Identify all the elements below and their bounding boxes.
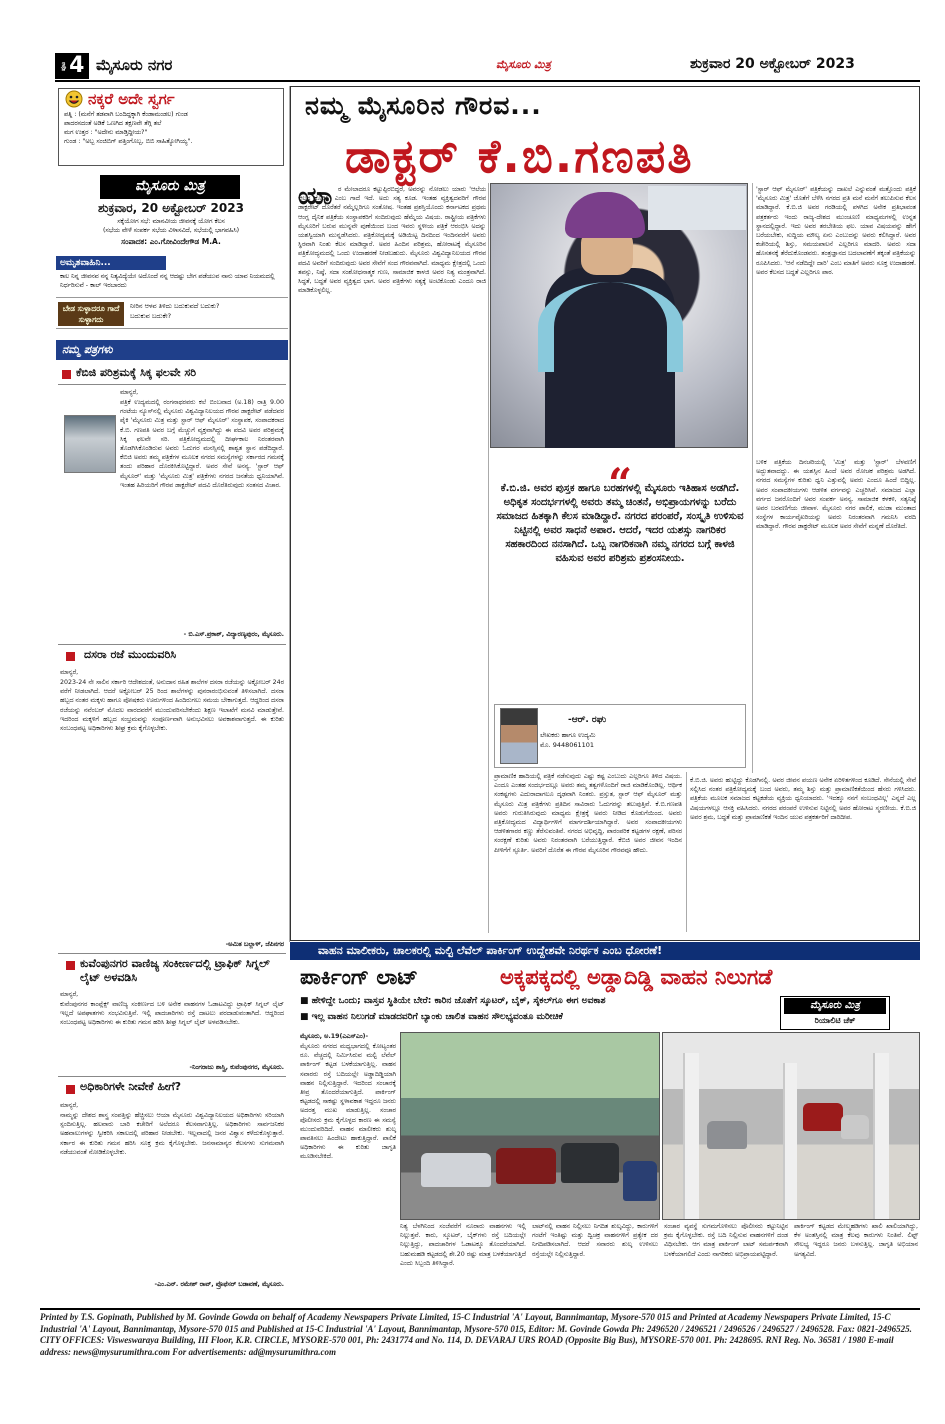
letter-signature: - ಬಿ.ಎಸ್.ಪ್ರಕಾಶ್, ವಿದ್ಯಾರಣ್ಯಪುರಂ, ಮೈಸೂರು. <box>183 631 284 638</box>
headline-bullet-icon <box>62 370 71 379</box>
humor-line: ಪತ್ನಿ : (ಮನೆಗೆ ತಡವಾಗಿ ಬಂದಿದ್ದಕ್ಕಾಗಿ ಕೆಂಡಾಮಂಡಲ) ಗುಂಡ <box>64 111 188 118</box>
feature-column-1-text: ರ ಮೇಲಾದರೂ ಕಟ್ಟುಪ್ಪಿರಬಿದ್ದರೆ, ಅವರನ್ನು ನೋಡಲು ಯಾರು 'ಆಲೆಯ ಆಲದ ಕೊಡಿಸಿ' ಎಂಬ ಗಾದೆ ಇದೆ. ಅದು ಸತ್ಯ ಕೂಡ. ಇಂತಹ ವ್ಯಕ್ತಿತ್ವದವರಿಗೆ ಗೌರವ ಡಾಕ್ಟರೇಟ್ ದೊರೆತರೆ ನಮ್ಮೆಲ್ಲರಿಗೂ ಸಂತೋಷ. ಇಂತಹ ಪ್ರಶಸ್ತಿಯೊಂದು ಕರ್ನಾಟಕದ ಪ್ರಥಮ ಆಂಗ್ಲ ದೈನಿಕ ಪತ್ರಿಕೆಯ ಸಂಸ್ಥಾಪಕರಿಗೆ ಸಂದಿರುವುದು ಹೆಮ್ಮೆಯ ವಿಷಯ. ರಾಷ್ಟ್ರೀಯ ಪತ್ರಿಕೆಗಳು ಮೈಸೂರಿಗೆ ಬರುವ ಮುನ್ನವೇ ಪುಣೆಯಿಂದ ಬಂದ ಇವರು ಸ್ಥಳೀಯ ಪತ್ರಿಕೆ ಆರಂಭಿಸಿ ಅದನ್ನು ಯಶಸ್ವಿಯಾಗಿ ಮುನ್ನಡೆಸಿದರು. ಪತ್ರಿಕೋದ್ಯಮಕ್ಕೆ ಅಡಿಯಿಟ್ಟ ದಿನದಿಂದ ಇಂದಿನವರೆಗೆ ಅವರು ಸ್ಥಿರವಾಗಿ ನಿಂತು ಕೆಲಸ ಮಾಡಿದ್ದಾರೆ. ಅವರ ಹಿಂದಿನ ಪರಿಶ್ರಮ, ಹೋರಾಟಕ್ಕೆ ಮೈಸೂರಿನ ಪತ್ರಿಕೋದ್ಯಮದಲ್ಲಿ ಒಂದು ಉದಾಹರಣೆ ನೀಡಬಹುದು. ಮೈಸೂರು ವಿಶ್ವವಿದ್ಯಾನಿಲಯದ ಗೌರವ ಪದವಿ ಅವರಿಗೆ ಸಂದಿರುವುದು ಅವರ ಸೇವೆಗೆ ಸಂದ ಗೌರವವಾಗಿದೆ. ಮಾಧ್ಯಮ ಕ್ಷೇತ್ರದಲ್ಲಿ ಒಂದು ತಪಸ್ಸು, ನಿಷ್ಠೆ, ಸದಾ ಸಂಶೋಧನಾತ್ಮಕ ಗುಣ, ಸಾಮಾಜಿಕ ಕಾಳಜಿ ಅವರ ನಿತ್ಯ ಮಂತ್ರವಾಗಿದೆ. ಸಿದ್ಧತೆ, ಬದ್ಧತೆ ಅವರ ವ್ಯಕ್ತಿತ್ವದ ಭಾಗ. ಅವರ ಪತ್ರಿಕೆಗಳು ಸತ್ಯಕ್ಕೆ ಅಂಟಿಕೊಂಡು ಎಂದೂ ರಾಜಿ ಮಾಡಿಕೊಳ್ಳಲಿಲ್ಲ. <box>298 186 486 295</box>
divider <box>58 1076 286 1077</box>
author-role: ಲೇಖಕರು ಹಾಗೂ ಉದ್ಯಮಿ <box>540 731 596 739</box>
author-phone: ಮೊ. 9448061101 <box>540 741 595 749</box>
page-number-badge <box>55 53 89 79</box>
column-divider <box>686 772 687 932</box>
letter-signature: -ಅಮಿತ ಬಲ್ಲಾಳ್, ಜೆಪಿನಗರ <box>225 941 284 948</box>
parking-dateline: ಮೈಸೂರು, ಅ.19(ಎಎಸ್‌ಎಂ)- <box>300 1033 369 1040</box>
parking-column-5: ಪಾರ್ಕಿಂಗ್ ಕಟ್ಟಡದ ಮೇಲ್ಮಹಡಿಗಳು ಖಾಲಿ ಖಾಲಿಯಾಗಿದ್ದು, ಕೆಳ ಅಂತಸ್ತಿನಲ್ಲಿ ಮಾತ್ರ ಕೆಲವು ಕಾರುಗಳು ನಿಂತಿವೆ. ಲಿಫ್ಟ್ ಸೌಲಭ್ಯ ಇದ್ದರೂ ಜನರು ಬಳಸುತ್ತಿಲ್ಲ. ಜಾಗೃತಿ ಅಭಿಯಾನ ಅಗತ್ಯವಿದೆ. <box>794 1223 918 1258</box>
author-name: -ಆರ್. ರಘು <box>568 715 607 725</box>
footer-rule <box>40 1308 920 1310</box>
feature-title: ಡಾಕ್ಟರ್ ಕೆ.ಬಿ.ಗಣಪತಿ <box>345 129 694 183</box>
multilevel-parking-photo <box>662 1032 920 1220</box>
drop-cap: ಯಾ <box>298 182 333 210</box>
divider <box>58 953 286 954</box>
proverb-line: ಬದುಕುವ ಬದುಕೇ? <box>130 312 172 320</box>
pillar-shape <box>783 1063 797 1219</box>
proverb-line: ನೀರಿನ ಆಳವ ತಿಳಿದು ಬದುಕುವದೆ ಬದುಕು? <box>130 302 220 310</box>
car-shape <box>421 1153 491 1187</box>
headline-bullet-icon <box>66 961 75 970</box>
humor-line: ಪಾದರಸದಂತೆ ಅಡಿಕೆ ಒಣಗಿದ ತಕ್ಷಣವೇ ತೆಗ್ಗಿ ತಲೆ <box>64 120 162 127</box>
parking-subhead: ■ ಹೇಳಿದ್ದೇ ಒಂದು; ವಾಸ್ತವ ಸ್ಥಿತಿಯೇ ಬೇರೆ: ಕಾರಿನ ಜೊತೆಗೆ ಸ್ಕೂಟರ್, ಬೈಕ್, ಸೈಕಲ್‌ಗೂ ಈಗ ಅವಕಾಶ <box>300 996 606 1006</box>
header-date: ಶುಕ್ರವಾರ 20 ಅಕ್ಟೋಬರ್ 2023 <box>690 56 855 72</box>
proverb-body <box>130 301 280 321</box>
humor-line: ಗುಂಡ : "ಅಬ್ಬ ಸಂಜಿಬಿಗ್ ಪತ್ತಿಂಗೊಬ್ಬ, ಬಿಬಿ ಸಾಹಿತ್ಯೋಗಿಯ್ಯ". <box>64 138 193 145</box>
parking-column-4: ಸಂಚಾರ ವ್ಯವಸ್ಥೆ ಸುಗಮಗೊಳಿಸಲು ಪೊಲೀಸರು ಕಟ್ಟುನಿಟ್ಟಿನ ಕ್ರಮ ಕೈಗೊಳ್ಳಬೇಕು. ರಸ್ತೆ ಬದಿ ನಿಲ್ಲಿಸುವ ವಾಹನಗಳಿಗೆ ದಂಡ ವಿಧಿಸಬೇಕು. ಆಗ ಮಾತ್ರ ಪಾರ್ಕಿಂಗ್ ಲಾಟ್ ಸಮರ್ಪಕವಾಗಿ ಬಳಕೆಯಾಗಲಿದೆ ಎಂದು ನಾಗರಿಕರು ಅಭಿಪ್ರಾಯಪಟ್ಟಿದ್ದಾರೆ. <box>664 1223 788 1258</box>
quote-mark-icon: “ <box>608 459 633 508</box>
imprint-footer: Printed by T.S. Gopinath, Published by M. Govinde Gowda on behalf of Academy Newspapers Private Limited, 15-C Industrial 'A' Layout, Bannimantap, Mysore-570 015 and Printed at Academy Newspapers Private Limited, 15-C Industrial 'A' Layout, Bannimantap, Mysore-570 015 and Published at 15-C Industrial 'A' Layout, Bannimantap, Mysore-570 015, Editor: M. Govinde Gowda Ph: 2496520 / 2496521 / 2496526 / 2496527 / 2496528. Fax: 0821-2496525. CITY OFFICES: Visweswaraya Building, III Floor, K.R. CIRCLE, MYSORE-570 001, Ph: 2431774 and No. 114, D. DEVARAJ URS ROAD (Opposite Big Bus), MYSORE-570 001. Ph: 2428695. RNI Reg. No. 36581 / 1980 E-mail address: news@mysurumithra.com For advertisements: ad@mysurumithra.com <box>40 1312 912 1357</box>
car-shape <box>803 1103 843 1131</box>
section-title: ಮೈಸೂರು ನಗರ <box>96 56 173 74</box>
feature-kicker: ನಮ್ಮ ಮೈಸೂರಿನ ಗೌರವ... <box>305 91 542 120</box>
letter-headline: ದಸರಾ ರಜೆ ಮುಂದುವರಿಸಿ <box>84 648 177 661</box>
masthead-logo: ಮೈಸೂರು ಮಿತ್ರ <box>496 58 551 71</box>
letter-salutation: ಮಾನ್ಯರೆ, <box>60 1102 79 1109</box>
scooter-rider-shape <box>623 1161 657 1201</box>
letter-salutation: ಮಾನ್ಯರೆ, <box>60 991 79 998</box>
letter-body: ಕುವೆಂಪುನಗರ ಕಾಂಪ್ಲೆಕ್ಸ್ ವಾಣಿಜ್ಯ ಸಂಕೀರ್ಣದ ಬಳಿ ಅನೇಕ ವಾಹನಗಳ ಓಡಾಟವಿದ್ದು ಟ್ರಾಫಿಕ್ ಸಿಗ್ನಲ್ ಲೈಟ್ ಇಲ್ಲದೆ ಅಪಘಾತಗಳು ಸಂಭವಿಸುತ್ತಿವೆ. ಇಲ್ಲಿ ಪಾದಚಾರಿಗಳು ರಸ್ತೆ ದಾಟಲು ಪರದಾಡುವಂತಾಗಿದೆ. ಆದ್ದರಿಂದ ಸಂಬಂಧಪಟ್ಟ ಅಧಿಕಾರಿಗಳು ಈ ಕುರಿತು ಗಮನ ಹರಿಸಿ ಶೀಘ್ರ ಸಿಗ್ನಲ್ ಲೈಟ್ ಅಳವಡಿಸಬೇಕು. <box>60 1001 284 1027</box>
feature-column-4: ಕೆ.ಬಿ.ಜಿ. ಅವರು ಹುಟ್ಟಿದ್ದು ಕೊಡಗಿನಲ್ಲಿ. ಅವರ ಜೀವನ ಪಯಣ ಅನೇಕ ಏರಿಳಿತಗಳಿಂದ ಕೂಡಿದೆ. ಸೇನೆಯಲ್ಲಿ ಸೇವೆ ಸಲ್ಲಿಸಿದ ನಂತರ ಪತ್ರಿಕೋದ್ಯಮಕ್ಕೆ ಬಂದ ಅವರು, ತಮ್ಮ ಶಿಸ್ತು ಮತ್ತು ಪ್ರಾಮಾಣಿಕತೆಯಿಂದ ಹೆಸರು ಗಳಿಸಿದರು. ಪತ್ರಿಕೆಯ ಮೂಲಕ ಸಮಾಜದ ಕಟ್ಟಕಡೆಯ ವ್ಯಕ್ತಿಯ ಧ್ವನಿಯಾದರು. 'ಇದಕ್ಕೂ ನನಗೆ ಸಂಬಂಧವಿಲ್ಲ' ಎನ್ನದೆ ಎಲ್ಲ ವಿಷಯಗಳಲ್ಲೂ ಆಸಕ್ತಿ ವಹಿಸಿದರು. ನಗರದ ಪರಂಪರೆ ಉಳಿಸುವ ನಿಟ್ಟಿನಲ್ಲಿ ಅವರ ಹೋರಾಟ ಸ್ಮರಣೀಯ. ಕೆ.ಬಿ.ಜಿ ಅವರ ಶ್ರಮ, ಬದ್ಧತೆ ಮತ್ತು ಪ್ರಾಮಾಣಿಕತೆ ಇಂದಿನ ಯುವ ಪತ್ರಕರ್ತರಿಗೆ ದಾರಿದೀಪ. <box>690 777 916 821</box>
masthead-info <box>58 217 284 235</box>
column-divider <box>752 183 753 773</box>
humor-title: ನಕ್ಕರೆ ಅದೇ ಸ್ವರ್ಗ <box>88 90 175 108</box>
feature-column-2-lower <box>494 630 746 700</box>
divider <box>58 384 286 385</box>
headline-bullet-icon <box>66 1085 75 1094</box>
letter-body: ನಾಮ್ಮನ್ನು ದೇಶದ ಶಾಸ್ತ್ರ ಸಂಪತ್ತಿನ್ನು ಹೆಚ್ಚಿಸಲು ಆಯಾ ಮೈಸೂರು ವಿಶ್ವವಿದ್ಯಾನಿಲಯದ ಅಧಿಕಾರಿಗಳು ಸರಿಯಾಗಿ ಸ್ಪಂದಿಸುತ್ತಿಲ್ಲ. ಹಲವಾರು ಬಾರಿ ಕಚೇರಿಗೆ ಅಲೆದರೂ ಕೆಲಸವಾಗುತ್ತಿಲ್ಲ. ಅಧಿಕಾರಿಗಳು ಸಾರ್ವಜನಿಕರ ಅಹವಾಲುಗಳನ್ನು ಸ್ವೀಕರಿಸಿ ಸಕಾಲದಲ್ಲಿ ಪರಿಹಾರ ನೀಡಬೇಕು. ಇಲ್ಲವಾದಲ್ಲಿ ಜನರ ವಿಶ್ವಾಸ ಕಳೆದುಕೊಳ್ಳುತ್ತಾರೆ. ಸರ್ಕಾರ ಈ ಕುರಿತು ಗಮನ ಹರಿಸಿ ಸೂಕ್ತ ಕ್ರಮ ಕೈಗೊಳ್ಳಬೇಕು. ಜನಸಾಮಾನ್ಯರ ಕೆಲಸಗಳು ಸುಗಮವಾಗಿ ನಡೆಯುವಂತೆ ನೋಡಿಕೊಳ್ಳಬೇಕು. <box>60 1112 284 1156</box>
pillar-shape <box>873 1053 889 1219</box>
letter-salutation: ಮಾನ್ಯರೆ, <box>60 669 79 676</box>
parking-title-part-b: ಅಕ್ಕಪಕ್ಕದಲ್ಲಿ ಅಡ್ಡಾದಿಡ್ಡಿ ವಾಹನ ನಿಲುಗಡೆ <box>500 965 773 989</box>
masthead-box: ಮೈಸೂರು ಮಿತ್ರ <box>100 175 240 199</box>
amrita-heading: ಅಮೃತವಾಹಿನಿ... <box>56 256 166 270</box>
letter-body-continued <box>60 482 284 628</box>
letter-headline: ಅಧಿಕಾರಿಗಳೇ ನೀವೇಕೆ ಹೀಗೆ? <box>80 1080 182 1093</box>
humor-body <box>64 110 280 164</box>
letter-body: ಪತ್ರಿಕೆ ಉದ್ಯಮದಲ್ಲಿ ರಂಗನಾಥರವರು ಕಲೆ ಬಿಂಬವಾದ (ಅ.18) ರಾತ್ರಿ 9.00 ಗಂಟೆಯ ನ್ಯೂಸ್‌ನಲ್ಲಿ ಮೈಸೂರು ವಿಶ್ವವಿದ್ಯಾನಿಲಯದ ಗೌರವ ಡಾಕ್ಟರೇಟ್ ಪಡೆದವರ ಪೈಕಿ 'ಮೈಸೂರು ಮಿತ್ರ ಮತ್ತು ಸ್ಟಾರ್ ಆಫ್ ಮೈಸೂರ್' ಸಂಸ್ಥಾಪಕ, ಸಂಪಾದಕರಾದ ಕೆ.ಬಿ. ಗಣಪತಿ ಅವರ ಬಗ್ಗೆ ಮೆಚ್ಚುಗೆ ವ್ಯಕ್ತವಾಗಿದ್ದು ಈ ಪದವಿ ಅವರ ಪರಿಶ್ರಮಕ್ಕೆ ಸಿಕ್ಕ ಫಲವೇ ಸರಿ. ಪತ್ರಿಕೋದ್ಯಮದಲ್ಲಿ ದೀರ್ಘಕಾಲ ನಿರಂತರವಾಗಿ ತೊಡಗಿಸಿಕೊಂಡಿರುವ ಅವರು ಓದುಗರ ಮನಸ್ಸಿನಲ್ಲಿ ಶಾಶ್ವತ ಸ್ಥಾನ ಪಡೆದಿದ್ದಾರೆ. ಕೆಬಿಜಿ ಅವರು ತಮ್ಮ ಪತ್ರಿಕೆಗಳ ಮೂಲಕ ನಗರದ ಸಮಸ್ಯೆಗಳನ್ನು ಸರ್ಕಾರದ ಗಮನಕ್ಕೆ ತಂದು ಪರಿಹಾರ ದೊರಕಿಸಿಕೊಟ್ಟಿದ್ದಾರೆ. ಅವರ ಸೇವೆ ಅನನ್ಯ. 'ಸ್ಟಾರ್ ಆಫ್ ಮೈಸೂರ್' ಮತ್ತು 'ಮೈಸೂರು ಮಿತ್ರ' ಪತ್ರಿಕೆಗಳು ನಗರದ ಜನತೆಯ ಧ್ವನಿಯಾಗಿವೆ. ಇಂತಹ ಹಿರಿಯರಿಗೆ ಗೌರವ ಡಾಕ್ಟರೇಟ್ ಪದವಿ ದೊರೆತಿರುವುದು ಸಂತಸದ ವಿಚಾರ. <box>120 399 284 489</box>
pull-quote: ಕೆ.ಬಿ.ಜಿ. ಅವರ ಪುಸ್ತಕ ಹಾಗೂ ಬರಹಗಳಲ್ಲಿ ಮೈಸೂರು ಇತಿಹಾಸ ಅಡಗಿದೆ. ಅಧಿಕೃತ ಸಂದರ್ಭಗಳಲ್ಲಿ ಅವರು ತಮ್ಮ ಚಿಂತನೆ, ಅಭಿಪ್ರಾಯಗಳನ್ನು ಬರೆದು ಸಮಾಜದ ಹಿತಕ್ಕಾಗಿ ಕೆಲಸ ಮಾಡಿದ್ದಾರೆ. ನಗರದ ಪರಂಪರೆ, ಸಂಸ್ಕೃತಿ ಉಳಿಸುವ ನಿಟ್ಟಿನಲ್ಲಿ ಅವರ ಸಾಧನೆ ಅಪಾರ. ಆದರೆ, ಇದರ ಯಶಸ್ಸು ನಾಗರಿಕರ ಸಹಕಾರದಿಂದ ನನಸಾಗಿದೆ. ಒಬ್ಬ ನಾಗರಿಕನಾಗಿ ನಮ್ಮ ನಗರದ ಬಗ್ಗೆ ಕಾಳಜಿ ವಹಿಸುವ ಅವರ ಪರಿಶ್ರಮ ಪ್ರಶಂಸನೀಯ. <box>496 483 744 564</box>
parking-column-3: ಲಾಟ್‌ನಲ್ಲಿ ವಾಹನ ನಿಲ್ಲಿಸಲು ನಿಗದಿತ ಶುಲ್ಕವಿದ್ದು, ಕಾರುಗಳಿಗೆ ಗಂಟೆಗೆ ಇಂತಿಷ್ಟು ಮತ್ತು ದ್ವಿಚಕ್ರ ವಾಹನಗಳಿಗೆ ಪ್ರತ್ಯೇಕ ದರ ನಿಗದಿಪಡಿಸಲಾಗಿದೆ. ಆದರೆ ಸವಾರರು ಶುಲ್ಕ ಉಳಿಸಲು ರಸ್ತೆಯಲ್ಲೇ ನಿಲ್ಲಿಸುತ್ತಿದ್ದಾರೆ. <box>532 1223 658 1258</box>
letter-signature: -ನಿಂಗರಾಜು ಶಾಸ್ತ್ರಿ, ಕುವೆಂಪುನಗರ, ಮೈಸೂರು. <box>189 1064 284 1071</box>
editor-line: ಸಂಪಾದಕ: ಎಂ.ಗೋವಿಂದೇಗೌಡ M.A. <box>121 237 221 246</box>
smiley-icon <box>64 90 84 108</box>
page-label: ಪುಟ <box>59 61 67 71</box>
letter-headline: ಕೆಬಿಜಿ ಪರಿಶ್ರಮಕ್ಕೆ ಸಿಕ್ಕ ಫಲವೇ ಸರಿ <box>76 366 197 379</box>
divider <box>58 644 286 645</box>
car-shape <box>841 1115 869 1139</box>
author-photo <box>500 708 538 764</box>
letter-writer-photo <box>64 415 116 473</box>
reality-check-masthead: ಮೈಸೂರು ಮಿತ್ರ <box>784 998 886 1014</box>
street-parking-photo <box>400 1032 660 1220</box>
parking-strip-heading: ವಾಹನ ಮಾಲೀಕರು, ಚಾಲಕರಲ್ಲಿ ಮಲ್ಟಿ ಲೆವೆಲ್ ಪಾರ್ಕಿಂಗ್ ಉದ್ದೇಶವೇ ನಿರರ್ಥಕ ಎಂಬ ಧೋರಣೆ! <box>290 942 920 960</box>
photo-sash <box>538 282 683 372</box>
author-description <box>540 730 595 750</box>
feature-column-3-continued: ಬಳಿಕ ಪತ್ರಿಕೆಯ ದಿನಚರಿಯಲ್ಲಿ 'ಮಿತ್ರ' ಮತ್ತು 'ಸ್ಟಾರ್' ಬೆಳವಣಿಗೆ ಅದ್ಭುತವಾದದ್ದು. ಈ ಯಶಸ್ಸಿನ ಹಿಂದೆ ಅವರ ರೋಚಕ ಪರಿಶ್ರಮ ಅಡಗಿದೆ. ನಗರದ ಸಮಸ್ಯೆಗಳ ಕುರಿತು ಧ್ವನಿ ಎತ್ತುವಲ್ಲಿ ಅವರು ಎಂದೂ ಹಿಂದೆ ಬಿದ್ದಿಲ್ಲ. ಅವರ ಸಂಪಾದಕೀಯಗಳು ಆಡಳಿತ ವರ್ಗವನ್ನು ಎಚ್ಚರಿಸಿವೆ. ಸಮಾಜದ ಎಲ್ಲಾ ವರ್ಗದ ಜನರೊಂದಿಗೆ ಅವರ ಸಂಪರ್ಕ ಅನನ್ಯ. ಸಾಮಾಜಿಕ ಕಳಕಳಿ, ಸತ್ಯನಿಷ್ಠೆ ಅವರ ಬರವಣಿಗೆಯ ಜೀವಾಳ. ಮೈಸೂರು ನಗರ ಪಾಲಿಕೆ, ಮುಡಾ ಮುಂತಾದ ಸಂಸ್ಥೆಗಳ ಕಾರ್ಯವೈಖರಿಯನ್ನು ಅವರು ನಿರಂತರವಾಗಿ ಗಮನಿಸಿ ವರದಿ ಮಾಡಿದ್ದಾರೆ. ಗೌರವ ಡಾಕ್ಟರೇಟ್ ಮೂಲಕ ಅವರ ಸೇವೆಗೆ ಮನ್ನಣೆ ದೊರೆತಿದೆ. <box>756 459 916 531</box>
letter-headline: ಕುವೆಂಪುನಗರ ವಾಣಿಜ್ಯ ಸಂಕೀರ್ಣದಲ್ಲಿ ಟ್ರಾಫಿಕ್ ಸಿಗ್ನಲ್ ಲೈಟ್ ಅಳವಡಿಸಿ <box>80 957 270 984</box>
letter-signature: -ಎಂ.ಎನ್. ರಮೇಶ್ ರಾವ್, ಪ್ರೊಫೆಸರ್ ಬಡಾವಣೆ, ಮೈಸೂರು. <box>154 1281 284 1288</box>
masthead-info-line: ಸಕ್ಕೆಯೋಗ ಸಭೆ: ಮಾನವೀಯ ಜೀವನಕ್ಕೆ ಯೋಗ ಕೆಲಸ <box>117 218 225 225</box>
feature-column-1 <box>298 182 486 933</box>
parking-title-part-a: ಪಾರ್ಕಿಂಗ್ ಲಾಟ್ <box>300 965 418 989</box>
letters-heading: ನಮ್ಮ ಪತ್ರಗಳು <box>62 343 113 356</box>
parking-column-1: ಮೈಸೂರು ನಗರದ ಮಧ್ಯಭಾಗದಲ್ಲಿ ಕೋಟ್ಯಂತರ ರೂ. ವೆಚ್ಚದಲ್ಲಿ ನಿರ್ಮಿಸಿರುವ ಮಲ್ಟಿ ಲೆವೆಲ್ ಪಾರ್ಕಿಂಗ್ ಕಟ್ಟಡ ಬಳಕೆಯಾಗುತ್ತಿಲ್ಲ. ವಾಹನ ಸವಾರರು ರಸ್ತೆ ಬದಿಯಲ್ಲೇ ಅಡ್ಡಾದಿಡ್ಡಿಯಾಗಿ ವಾಹನ ನಿಲ್ಲಿಸುತ್ತಿದ್ದಾರೆ. ಇದರಿಂದ ಸಂಚಾರಕ್ಕೆ ತೀವ್ರ ತೊಂದರೆಯಾಗುತ್ತಿದೆ. ಪಾರ್ಕಿಂಗ್ ಕಟ್ಟಡದಲ್ಲಿ ಸಾಕಷ್ಟು ಸ್ಥಳಾವಕಾಶ ಇದ್ದರೂ ಜನರು ಅದರತ್ತ ಮುಖ ಮಾಡುತ್ತಿಲ್ಲ. ಸಂಚಾರ ಪೊಲೀಸರು ಕ್ರಮ ಕೈಗೊಳ್ಳದ ಕಾರಣ ಈ ಸಮಸ್ಯೆ ಮುಂದುವರಿದಿದೆ. ವಾಹನ ಮಾಲೀಕರು ಶುಲ್ಕ ಪಾವತಿಸಲು ಹಿಂದೇಟು ಹಾಕುತ್ತಿದ್ದಾರೆ. ಪಾಲಿಕೆ ಅಧಿಕಾರಿಗಳು ಈ ಕುರಿತು ಜಾಗೃತಿ ಮೂಡಿಸಬೇಕಿದೆ. <box>300 1043 396 1161</box>
pillar-shape <box>683 1053 699 1219</box>
car-shape <box>496 1148 556 1184</box>
reality-check-label: ರಿಯಾಲಿಟಿ ಚೆಕ್ <box>814 1016 856 1025</box>
amrita-text: ಕಾಲ ನಿನ್ನ ಜೀವನವ ನನ್ನ ನಿತ್ಯವಿದ್ಯೆಯೇ ಅದೊಂದೆ ನನ್ನ ಆದಷ್ಟು ಬೇಗ ಪಡೆಯುವ ನಾನು ಯಾವ ನಿಯಮದಲ್ಲಿ ನಿರ್ಧರಿಸುವೆ - ಕಾಲ್‌ ಇರಬಾರದು <box>60 273 275 289</box>
feature-column-3: 'ಸ್ಟಾರ್ ಆಫ್ ಮೈಸೂರ್' ಪತ್ರಿಕೆಯನ್ನು ದಾಖಲೆ ಎನ್ನುವಂತೆ ಮತ್ತೊಂದು ಪತ್ರಿಕೆ 'ಮೈಸೂರು ಮಿತ್ರ' ಜೊತೆಗೆ ಬೆಳೆಸಿ ನಗರದ ಪ್ರತಿ ಮನೆ ಮನೆಗೆ ತಲುಪಿಸುವ ಕೆಲಸ ಮಾಡಿದ್ದಾರೆ. ಕೆ.ಬಿ.ಜಿ ಅವರ ಗರಡಿಯಲ್ಲಿ ಪಳಗಿದ ಅನೇಕ ಪ್ರತಿಭಾವಂತ ಪತ್ರಕರ್ತರು ಇಂದು ರಾಜ್ಯ-ದೇಶದ ಮುಂಚೂಣಿ ಮಾಧ್ಯಮಗಳಲ್ಲಿ ಉನ್ನತ ಸ್ಥಾನದಲ್ಲಿದ್ದಾರೆ. ಇದು ಅವರ ತರಬೇತಿಯ ಫಲ. ಯಾವ ವಿಷಯವನ್ನು ಹೇಗೆ ಬರೆಯಬೇಕು, ಸುದ್ದಿಯ ಮೌಲ್ಯ ಏನು ಎಂಬುದನ್ನು ಅವರು ಕಲಿಸಿದ್ದಾರೆ. ಅವರ ಕಚೇರಿಯಲ್ಲಿ ಶಿಸ್ತು, ಸಮಯಪಾಲನೆ ಎಲ್ಲರಿಗೂ ಮಾದರಿ. ಅವರು ಸದಾ ಹೊಸತನಕ್ಕೆ ತೆರೆದುಕೊಂಡವರು. ತಂತ್ರಜ್ಞಾನದ ಬದಲಾವಣೆಗೆ ತಕ್ಕಂತೆ ಪತ್ರಿಕೆಯನ್ನು ರೂಪಿಸಿದರು. 'ಆನೆ ನಡೆದಿದ್ದೇ ದಾರಿ' ಎಂಬ ಮಾತಿಗೆ ಅವರು ಸೂಕ್ತ ಉದಾಹರಣೆ. ಅವರ ಕೆಲಸದ ಬದ್ಧತೆ ಎಲ್ಲರಿಗೂ ಪಾಠ. <box>756 186 916 276</box>
parking-column-2: ನಿತ್ಯ ಬೆಳಗಿನಿಂದ ಸಂಜೆವರೆಗೆ ನೂರಾರು ವಾಹನಗಳು ಇಲ್ಲಿ ನಿಲ್ಲುತ್ತವೆ. ಕಾರು, ಸ್ಕೂಟರ್, ಬೈಕ್‌ಗಳು ರಸ್ತೆ ಬದಿಯಲ್ಲೇ ನಿಲ್ಲುತ್ತಿದ್ದು, ಪಾದಚಾರಿಗಳ ಓಡಾಟಕ್ಕೂ ತೊಂದರೆಯಾಗಿದೆ. ಬಹುಮಹಡಿ ಕಟ್ಟಡದಲ್ಲಿ ಶೇ.20 ರಷ್ಟು ಮಾತ್ರ ಬಳಕೆಯಾಗುತ್ತಿದೆ ಎಂದು ಸಿಬ್ಬಂದಿ ತಿಳಿಸಿದ್ದಾರೆ. <box>400 1223 526 1267</box>
page-number: 4 <box>69 53 85 79</box>
masthead-date: ಶುಕ್ರವಾರ, 20 ಅಕ್ಟೋಬರ್ 2023 <box>98 201 244 215</box>
proverb-heading: ಬೇಡ ಸುಳ್ಳಾದರೂ ಗಾದೆ ಸುಳ್ಳಾಗದು <box>58 302 124 326</box>
humor-line: ಮಗ ಉತ್ತರ : "ಅದೇನು ಮಾಡ್ತಿದ್ದೀಯ?" <box>64 129 148 136</box>
headline-bullet-icon <box>66 652 75 661</box>
car-shape <box>707 1121 747 1149</box>
parking-subhead: ■ ಇಲ್ಲ ವಾಹನ ನಿಲುಗಡೆ ಮಾಡದವರಿಗೆ ಬ್ಯಾಂಕು ಚಾಲಿತ ವಾಹನ ಸೌಲಭ್ಯವಂತೂ ಮರೀಚಿಕೆ <box>300 1012 563 1022</box>
column-divider <box>488 183 489 933</box>
masthead-info-line: (ಸಭೆಯ ವೇಳೆ ಸಂಪರ್ಕ ಸಭೆಯ ವಿಳಾಸವಿದೆ, ಸಭೆಯಲ್ಲಿ ಭಾಗವಹಿಸಿ) <box>102 227 240 234</box>
car-shape <box>561 1143 619 1183</box>
letter-salutation: ಮಾನ್ಯರೆ, <box>120 389 139 396</box>
feature-column-2: ಪ್ರಾಮಾಣಿಕ ಹಾದಿಯಲ್ಲಿ ಪತ್ರಿಕೆ ನಡೆಸುವುದು ಎಷ್ಟು ಕಷ್ಟ ಎಂಬುದು ಎಲ್ಲರಿಗೂ ತಿಳಿದ ವಿಷಯ. ಎಂದೂ ಎಂತಹ ಸಂದರ್ಭದಲ್ಲೂ ಅವರು ತಮ್ಮ ತತ್ವಗಳೊಂದಿಗೆ ರಾಜಿ ಮಾಡಿಕೊಂಡಿಲ್ಲ. ಆರ್ಥಿಕ ಸಂಕಷ್ಟಗಳು ಎದುರಾದಾಗಲೂ ದೃಢವಾಗಿ ನಿಂತರು. ಪ್ರಸ್ತುತ, ಸ್ಟಾರ್ ಆಫ್ ಮೈಸೂರ್ ಮತ್ತು ಮೈಸೂರು ಮಿತ್ರ ಪತ್ರಿಕೆಗಳು ಪ್ರತಿದಿನ ಸಾವಿರಾರು ಓದುಗರನ್ನು ತಲುಪುತ್ತಿವೆ. ಕೆ.ಬಿ.ಗಣಪತಿ ಅವರು ಗುರುತಿಸಿರುವುದು ಮಾಧ್ಯಮ ಕ್ಷೇತ್ರಕ್ಕೆ ಅವರು ನೀಡಿದ ಕೊಡುಗೆಯಿಂದ. ಅವರು ಪತ್ರಿಕೋದ್ಯಮದ ವಿದ್ಯಾರ್ಥಿಗಳಿಗೆ ಮಾರ್ಗದರ್ಶಿಯಾಗಿದ್ದಾರೆ. ಅವರ ಸಂಪಾದಕೀಯಗಳು ಆಡಳಿತಗಾರರ ಕಣ್ಣು ತೆರೆಸುವಂತಿವೆ. ನಗರದ ಅಭಿವೃದ್ಧಿ, ಪಾರಂಪರಿಕ ಕಟ್ಟಡಗಳ ರಕ್ಷಣೆ, ಪರಿಸರ ಸಂರಕ್ಷಣೆ ಕುರಿತು ಅವರು ನಿರಂತರವಾಗಿ ಬರೆಯುತ್ತಿದ್ದಾರೆ. ಕೆಬಿಜಿ ಅವರ ಜೀವನ ಇಂದಿನ ಪೀಳಿಗೆಗೆ ಸ್ಫೂರ್ತಿ. ಅವರಿಗೆ ದೊರೆತ ಈ ಗೌರವ ಮೈಸೂರಿನ ಗೌರವವೂ ಹೌದು. <box>494 773 682 854</box>
letter-body: 2023-24 ನೇ ಸಾಲಿನ ಸರ್ಕಾರಿ ಆದೇಶದಂತೆ, ಅನುದಾನ ರಹಿತ ಶಾಲೆಗಳ ದಸರಾ ರಜೆಯನ್ನು ಅಕ್ಟೋಬರ್ 24ರ ವರೆಗೆ ನೀಡಲಾಗಿದೆ. ಆದರೆ ಅಕ್ಟೋಬರ್ 25 ರಿಂದ ಶಾಲೆಗಳನ್ನು ಪುನರಾರಂಭಿಸುವಂತೆ ತಿಳಿಸಲಾಗಿದೆ. ದಸರಾ ಹಬ್ಬದ ನಂತರ ಮಕ್ಕಳು ಹಾಗೂ ಪೋಷಕರು ಊರುಗಳಿಂದ ಹಿಂದಿರುಗಲು ಸಮಯ ಬೇಕಾಗುತ್ತದೆ. ಆದ್ದರಿಂದ ದಸರಾ ರಜೆಯನ್ನು ನವೆಂಬರ್ ಮೊದಲ ವಾರದವರೆಗೆ ಮುಂದುವರಿಸಬೇಕೆಂದು ಶಿಕ್ಷಣ ಇಲಾಖೆಗೆ ಮನವಿ ಮಾಡುತ್ತೇವೆ. ಇದರಿಂದ ಮಕ್ಕಳಿಗೆ ಹಬ್ಬದ ಸಂಭ್ರಮವನ್ನು ಸಂಪೂರ್ಣವಾಗಿ ಅನುಭವಿಸಲು ಅವಕಾಶವಾಗುತ್ತದೆ. ಈ ಕುರಿತು ಸಂಬಂಧಪಟ್ಟ ಅಧಿಕಾರಿಗಳು ಶೀಘ್ರ ಕ್ರಮ ಕೈಗೊಳ್ಳಬೇಕು. <box>60 679 285 733</box>
photo-backdrop-sign <box>648 186 746 230</box>
